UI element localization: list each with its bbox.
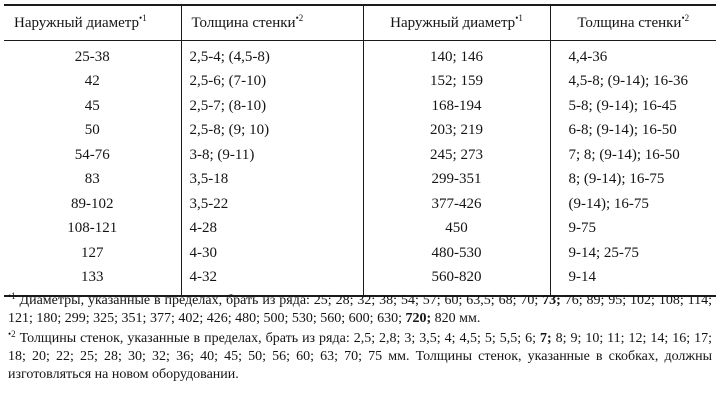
outer-diameter-cell: 480-530 xyxy=(363,241,550,266)
outer-diameter-cell: 377-426 xyxy=(363,192,550,217)
header-wall-thickness-2: Толщина стенки$^{•2}$ xyxy=(550,5,716,41)
outer-diameter-cell: 83 xyxy=(84,171,100,188)
header-outer-diameter-2: Наружный диаметр$^{•1}$ xyxy=(363,5,550,41)
outer-diameter-cell: 42 xyxy=(84,73,100,90)
outer-diameter-cell: 152; 159 xyxy=(363,70,550,95)
wall-thickness-cell: 5-8; (9-14); 16-45 xyxy=(550,94,716,119)
table-row xyxy=(4,241,716,266)
wall-thickness-cell: 3,5-18 xyxy=(181,168,363,193)
outer-diameter-cell: 203; 219 xyxy=(363,119,550,144)
outer-diameter-cell: 299-351 xyxy=(363,168,550,193)
outer-diameter-cell: 245; 273 xyxy=(363,143,550,168)
header-outer-diameter-1: Наружный диаметр$^{•1}$ xyxy=(4,5,181,41)
outer-diameter-cell: 133 xyxy=(4,266,181,297)
footnotes xyxy=(8,292,712,384)
wall-thickness-cell: 4-32 xyxy=(181,266,363,297)
outer-diameter-cell: 45 xyxy=(84,97,100,114)
footnote-mark: •1 xyxy=(8,291,16,301)
outer-diameter-cell: 450 xyxy=(363,217,550,242)
pipe-dimensions-table xyxy=(4,4,716,297)
table-row xyxy=(4,70,716,95)
outer-diameter-cell: 54-76 xyxy=(74,146,110,163)
outer-diameter-cell: 89-102 xyxy=(71,195,114,212)
header-wall-thickness-1: Толщина стенки$^{•2}$ xyxy=(181,5,363,41)
table-row xyxy=(4,41,716,70)
wall-thickness-cell: 4,5-8; (9-14); 16-36 xyxy=(550,70,716,95)
outer-diameter-cell: 560-820 xyxy=(363,266,550,297)
table-row xyxy=(4,143,716,168)
wall-thickness-cell: 3,5-22 xyxy=(181,192,363,217)
outer-diameter-cell: 140; 146 xyxy=(363,41,550,70)
table-header-row xyxy=(4,5,716,41)
table-row xyxy=(4,168,716,193)
table-row xyxy=(4,217,716,242)
footnote-mark: •2 xyxy=(8,329,16,339)
footnote-wall-thickness: $^{•2}$ Толщины стенок, указанные в пределах, брать из ряда: 2,5; 2,8; 3; 3,5; 4; 4,5; 5; 5,5; 6; 7; 8; 9; 10; 11; 12; 14; 16; 17; 18; 20; 22; 25; 28; 30; 32; 36; 40; 45; 50; 56; 60; 63; 70; 75 мм. Толщины стенок, указанные в скобках, должны изготовляться на новом оборудовании. xyxy=(8,329,712,382)
wall-thickness-cell: 2,5-8; (9; 10) xyxy=(181,119,363,144)
wall-thickness-cell: 2,5-4; (4,5-8) xyxy=(181,41,363,70)
wall-thickness-cell: 4,4-36 xyxy=(550,41,716,70)
wall-thickness-cell: 2,5-7; (8-10) xyxy=(181,94,363,119)
wall-thickness-cell: 4-30 xyxy=(181,241,363,266)
wall-thickness-cell: 7; 8; (9-14); 16-50 xyxy=(550,143,716,168)
wall-thickness-cell: (9-14); 16-75 xyxy=(550,192,716,217)
table-row xyxy=(4,119,716,144)
table-row xyxy=(4,94,716,119)
outer-diameter-cell: 25-38 xyxy=(74,48,110,65)
wall-thickness-cell: 4-28 xyxy=(181,217,363,242)
wall-thickness-cell: 9-14; 25-75 xyxy=(550,241,716,266)
wall-thickness-cell: 9-14 xyxy=(550,266,716,297)
wall-thickness-cell: 2,5-6; (7-10) xyxy=(181,70,363,95)
outer-diameter-cell: 50 xyxy=(84,122,100,139)
outer-diameter-cell: 168-194 xyxy=(363,94,550,119)
wall-thickness-cell: 9-75 xyxy=(550,217,716,242)
wall-thickness-cell: 8; (9-14); 16-75 xyxy=(550,168,716,193)
wall-thickness-cell: 3-8; (9-11) xyxy=(181,143,363,168)
outer-diameter-cell: 108-121 xyxy=(67,220,118,237)
table-row xyxy=(4,192,716,217)
wall-thickness-cell: 6-8; (9-14); 16-50 xyxy=(550,119,716,144)
outer-diameter-cell: 127 xyxy=(81,244,104,261)
footnote-diameters: $^{•1}$ Диаметры, указанные в пределах, брать из ряда: 25; 28; 32; 38; 54; 57; 60; 63,5; 68; 70; 73; 76; 89; 95; 102; 108; 114; 121; 180; 299; 325; 351; 377; 402; 426; 480; 500; 530; 560; 600; 630; 720; 820 мм. xyxy=(8,291,712,326)
